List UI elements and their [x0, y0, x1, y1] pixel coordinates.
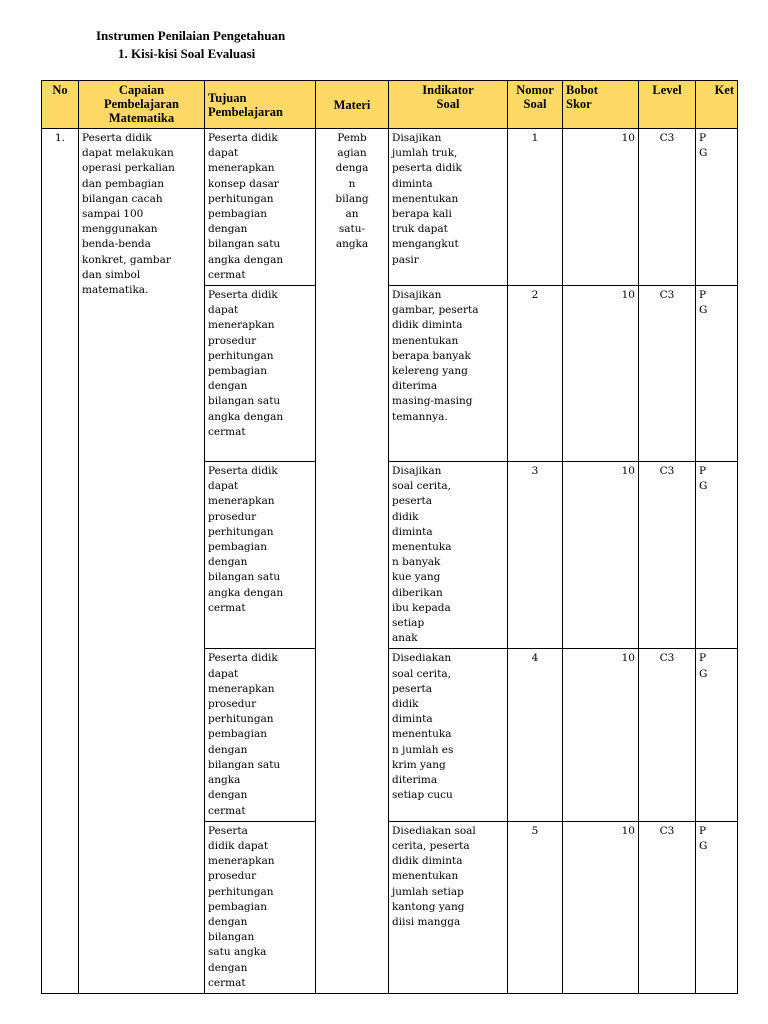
- header-materi: Materi: [316, 81, 389, 129]
- cell-tujuan: Peserta didik dapat menerapkan prosedur perhitungan pembagian dengan bilangan satu angka dengan cermat: [205, 462, 316, 649]
- cell-bobot: 10: [563, 286, 639, 462]
- table-header-row: [42, 81, 738, 129]
- cell-tujuan: Peserta didik dapat menerapkan prosedur perhitungan pembagian dengan bilangan satu angka dengan cermat: [205, 821, 316, 993]
- header-level: Level: [639, 81, 696, 129]
- cell-tujuan: Peserta didik dapat menerapkan prosedur perhitungan pembagian dengan bilangan satu angka dengan cermat: [205, 286, 316, 462]
- header-nomor-soal: Nomor Soal: [508, 81, 563, 129]
- cell-level: C3: [639, 286, 696, 462]
- cell-indikator: Disediakan soal cerita, peserta didik diminta menentukan jumlah setiap kantong yang diisi mangga: [389, 821, 508, 993]
- cell-capaian: Peserta didik dapat melakukan operasi perkalian dan pembagian bilangan cacah sampai 100 menggunakan benda-benda konkret, gambar dan simbol matematika.: [79, 129, 205, 994]
- cell-ket: P G: [696, 649, 738, 821]
- header-indikator: Indikator Soal: [389, 81, 508, 129]
- cell-bobot: 10: [563, 821, 639, 993]
- header-tujuan: Tujuan Pembelajaran: [205, 81, 316, 129]
- header-bobot-skor: Bobot Skor: [563, 81, 639, 129]
- cell-ket: P G: [696, 286, 738, 462]
- cell-tujuan: Peserta didik dapat menerapkan konsep dasar perhitungan pembagian dengan bilangan satu angka dengan cermat: [205, 129, 316, 286]
- cell-ket: P G: [696, 462, 738, 649]
- header-no: No: [42, 81, 79, 129]
- header-capaian: Capaian Pembelajaran Matematika: [79, 81, 205, 129]
- cell-indikator: Disajikan gambar, peserta didik diminta menentukan berapa banyak kelereng yang diterima masing-masing temannya.: [389, 286, 508, 462]
- table-row: [42, 129, 738, 286]
- cell-indikator: Disediakan soal cerita, peserta didik diminta menentuka n jumlah es krim yang diterima setiap cucu: [389, 649, 508, 821]
- cell-indikator: Disajikan jumlah truk, peserta didik diminta menentukan berapa kali truk dapat mengangkut pasir: [389, 129, 508, 286]
- cell-level: C3: [639, 129, 696, 286]
- cell-nomor: 2: [508, 286, 563, 462]
- cell-level: C3: [639, 462, 696, 649]
- cell-materi: Pemb agian denga n bilang an satu- angka: [316, 129, 389, 994]
- cell-nomor: 4: [508, 649, 563, 821]
- cell-tujuan: Peserta didik dapat menerapkan prosedur perhitungan pembagian dengan bilangan satu angka dengan cermat: [205, 649, 316, 821]
- cell-indikator: Disajikan soal cerita, peserta didik diminta menentuka n banyak kue yang diberikan ibu kepada setiap anak: [389, 462, 508, 649]
- cell-bobot: 10: [563, 462, 639, 649]
- cell-level: C3: [639, 649, 696, 821]
- kisi-kisi-table: [41, 80, 738, 994]
- document-title: Instrumen Penilaian Pengetahuan: [96, 28, 286, 43]
- section-title: 1. Kisi-kisi Soal Evaluasi: [118, 46, 256, 61]
- cell-level: C3: [639, 821, 696, 993]
- cell-nomor: 3: [508, 462, 563, 649]
- cell-ket: P G: [696, 129, 738, 286]
- cell-bobot: 10: [563, 649, 639, 821]
- cell-bobot: 10: [563, 129, 639, 286]
- header-ket: Ket: [696, 81, 738, 129]
- cell-nomor: 1: [508, 129, 563, 286]
- cell-ket: P G: [696, 821, 738, 993]
- cell-no: 1.: [42, 129, 79, 994]
- cell-nomor: 5: [508, 821, 563, 993]
